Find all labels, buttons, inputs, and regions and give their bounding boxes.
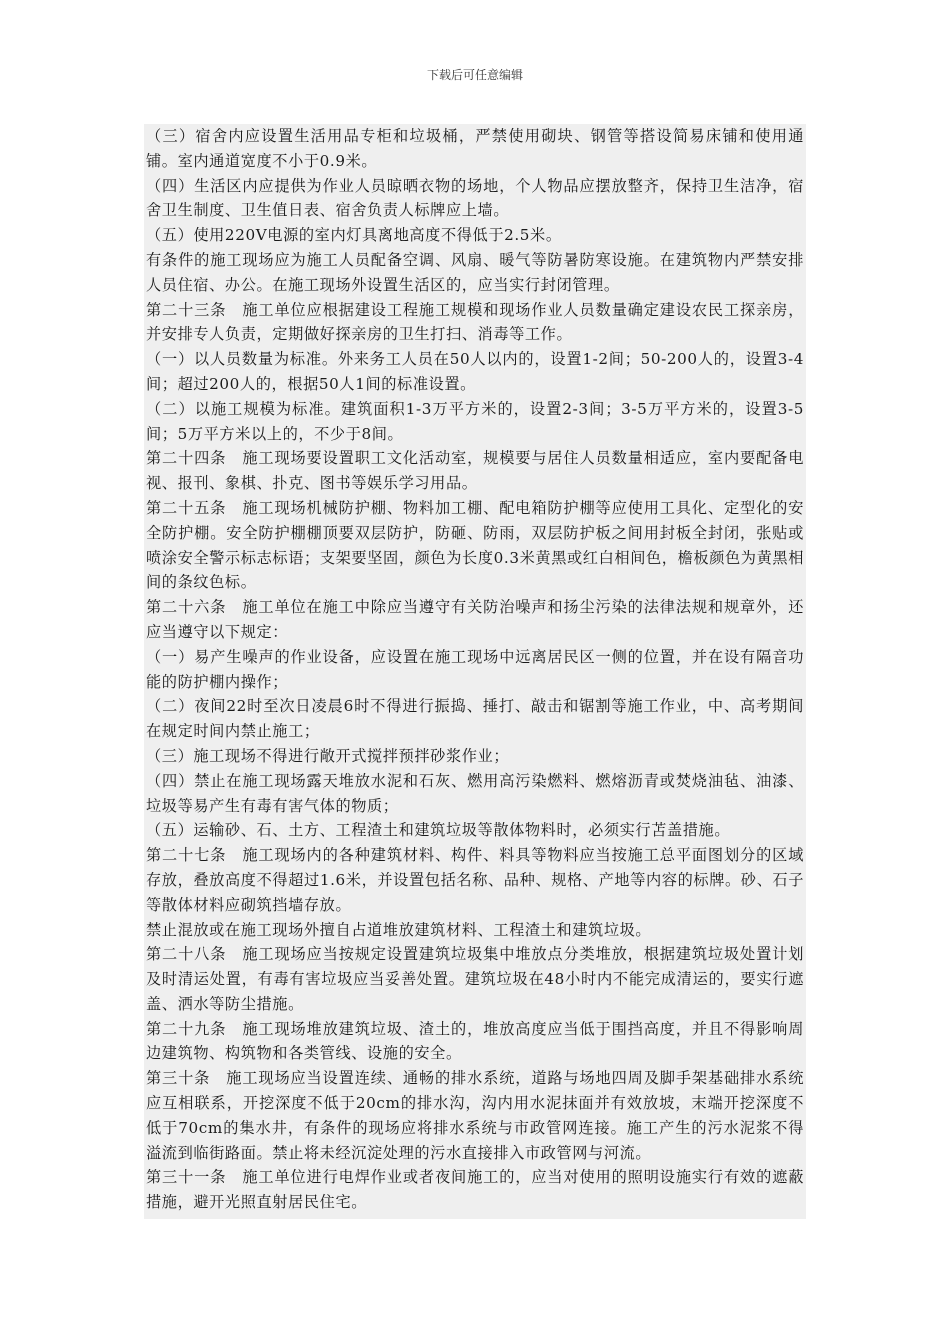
paragraph-article-26-item-3: （三）施工现场不得进行敞开式搅拌预拌砂浆作业；	[146, 746, 510, 765]
paragraph-article-28: 第二十八条 施工现场应当按规定设置建筑垃圾集中堆放点分类堆放，根据建筑垃圾处置计划及时清运处置，有毒有害垃圾应当妥善处置。建筑垃圾在48小时内不能完成清运的，要实行遮盖、洒水等防尘措施。	[146, 945, 804, 1013]
page-header: 下载后可任意编辑	[426, 68, 523, 82]
paragraph-drying-area: （四）生活区内应提供为作业人员晾晒衣物的场地，个人物品应摆放整齐，保持卫生洁净，宿舍卫生制度、卫生值日表、宿舍负责人标牌应上墙。	[146, 176, 804, 220]
paragraph-article-27: 第二十七条 施工现场内的各种建筑材料、构件、料具等物料应当按施工总平面图划分的区域存放，叠放高度不得超过1.6米，并设置包括名称、品种、规格、产地等内容的标牌。砂、石子等散体材料应砌筑挡墙存放。	[146, 846, 804, 914]
paragraph-article-26-item-5: （五）运输砂、石、土方、工程渣土和建筑垃圾等散体物料时，必须实行苫盖措施。	[146, 821, 731, 840]
paragraph-article-27-prohibition: 禁止混放或在施工现场外擅自占道堆放建筑材料、工程渣土和建筑垃圾。	[146, 920, 652, 939]
paragraph-article-26-item-2: （二）夜间22时至次日凌晨6时不得进行振捣、捶打、敲击和锯割等施工作业，中、高考期间在规定时间内禁止施工；	[146, 697, 804, 741]
paragraph-article-23-item-2: （二）以施工规模为标准。建筑面积1-3万平方米的，设置2-3间；3-5万平方米的，设置3-5间；5万平方米以上的，不少于8间。	[146, 399, 804, 443]
paragraph-article-26-item-1: （一）易产生噪声的作业设备，应设置在施工现场中远离居民区一侧的位置，并在设有隔音功能的防护棚内操作；	[146, 647, 804, 691]
paragraph-lamp-height: （五）使用220V电源的室内灯具离地高度不得低于2.5米。	[146, 226, 562, 245]
paragraph-article-26-item-4: （四）禁止在施工现场露天堆放水泥和石灰、燃用高污染燃料、燃熔沥青或焚烧油毡、油漆、垃圾等易产生有毒有害气体的物质；	[146, 771, 804, 815]
paragraph-article-30: 第三十条 施工现场应当设置连续、通畅的排水系统，道路与场地四周及脚手架基础排水系统应互相联系，开挖深度不低于20cm的排水沟，沟内用水泥抹面并有效放坡，末端开挖深度不低于70cm的集水井，有条件的现场应将排水系统与市政管网连接。施工产生的污水泥浆不得溢流到临街路面。禁止将未经沉淀处理的污水直接排入市政管网与河流。	[146, 1069, 804, 1162]
paragraph-climate-facilities: 有条件的施工现场应为施工人员配备空调、风扇、暖气等防暑防寒设施。在建筑物内严禁安排人员住宿、办公。在施工现场外设置生活区的，应当实行封闭管理。	[146, 250, 804, 294]
paragraph-article-23: 第二十三条 施工单位应根据建设工程施工规模和现场作业人员数量确定建设农民工探亲房，并安排专人负责，定期做好探亲房的卫生打扫、消毒等工作。	[146, 300, 804, 344]
paragraph-dormitory-storage: （三）宿舍内应设置生活用品专柜和垃圾桶，严禁使用砌块、钢管等搭设简易床铺和使用通铺。室内通道宽度不小于0.9米。	[146, 127, 804, 170]
paragraph-article-24: 第二十四条 施工现场要设置职工文化活动室，规模要与居住人员数量相适应，室内要配备电视、报刊、象棋、扑克、图书等娱乐学习用品。	[146, 449, 804, 493]
paragraph-article-26: 第二十六条 施工单位在施工中除应当遵守有关防治噪声和扬尘污染的法律法规和规章外，还应当遵守以下规定：	[146, 598, 804, 641]
paragraph-article-31: 第三十一条 施工单位进行电焊作业或者夜间施工的，应当对使用的照明设施实行有效的遮蔽措施，避开光照直射居民住宅。	[146, 1168, 804, 1212]
paragraph-article-29: 第二十九条 施工现场堆放建筑垃圾、渣土的，堆放高度应当低于围挡高度，并且不得影响周边建筑物、构筑物和各类管线、设施的安全。	[146, 1019, 804, 1063]
paragraph-article-23-item-1: （一）以人员数量为标准。外来务工人员在50人以内的，设置1-2间；50-200人的，设置3-4间；超过200人的，根据50人1间的标准设置。	[146, 350, 804, 393]
document-body	[144, 124, 806, 1219]
paragraph-article-25: 第二十五条 施工现场机械防护棚、物料加工棚、配电箱防护棚等应使用工具化、定型化的安全防护棚。安全防护棚棚顶要双层防护，防砸、防雨，双层防护板之间用封板全封闭，张贴或喷涂安全警示标志标语；支架要坚固，颜色为长度0.3米黄黑或红白相间色，檐板颜色为黄黑相间的条纹色标。	[146, 498, 804, 592]
